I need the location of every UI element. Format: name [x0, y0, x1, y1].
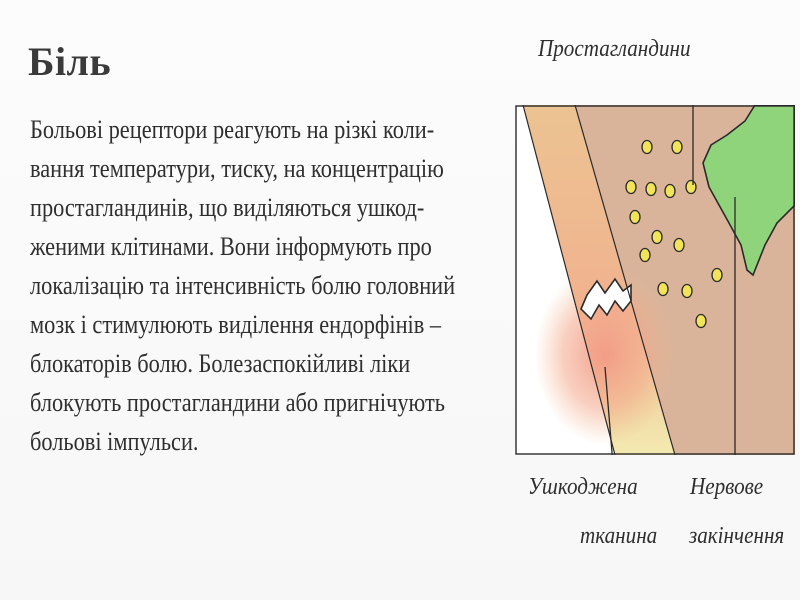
body-text-line: Больові рецептори реагують на різкі коли- — [30, 115, 435, 144]
prostaglandins-label: Простагландини — [538, 36, 691, 62]
prostaglandin-dot — [642, 141, 652, 154]
prostaglandin-dot — [696, 315, 706, 328]
damaged-tissue-label-line1: Ушкоджена — [528, 474, 638, 500]
body-text-line: мозк і стимулюють виділення ендорфінів – — [30, 310, 442, 339]
body-text-line: женими клітинами. Вони інформують про — [30, 232, 432, 261]
body-text-line: простагландинів, що виділяються ушкод- — [30, 193, 425, 222]
damaged-tissue-label-line2: тканина — [580, 523, 658, 549]
prostaglandin-dot — [674, 239, 684, 252]
prostaglandin-dot — [626, 181, 636, 194]
nerve-ending-label-line1: Нервове — [690, 474, 764, 500]
prostaglandin-dot — [640, 249, 650, 262]
prostaglandin-dot — [712, 269, 722, 282]
section-title: Біль — [28, 39, 112, 84]
prostaglandin-dot — [682, 285, 692, 298]
section-body-text — [30, 110, 500, 461]
illustration-svg — [515, 105, 795, 465]
prostaglandin-dot — [665, 185, 675, 198]
body-text-line: локалізацію та інтенсивність болю головний — [30, 271, 456, 300]
body-text-line: больові імпульси. — [30, 427, 199, 456]
prostaglandin-dot — [686, 181, 696, 194]
body-text-line: блокують простагландини або пригнічують — [30, 388, 445, 417]
prostaglandin-dot — [672, 141, 682, 154]
prostaglandin-dot — [646, 183, 656, 196]
body-text-line: вання температури, тиску, на концентрацію — [30, 154, 444, 183]
prostaglandin-dot — [658, 283, 668, 296]
nerve-ending-label-line2: закінчення — [689, 523, 785, 549]
prostaglandin-dot — [630, 211, 640, 224]
prostaglandin-dot — [652, 231, 662, 244]
body-text-line: блокаторів болю. Болезаспокійливі ліки — [30, 349, 411, 378]
pain-mechanism-illustration — [515, 105, 795, 465]
